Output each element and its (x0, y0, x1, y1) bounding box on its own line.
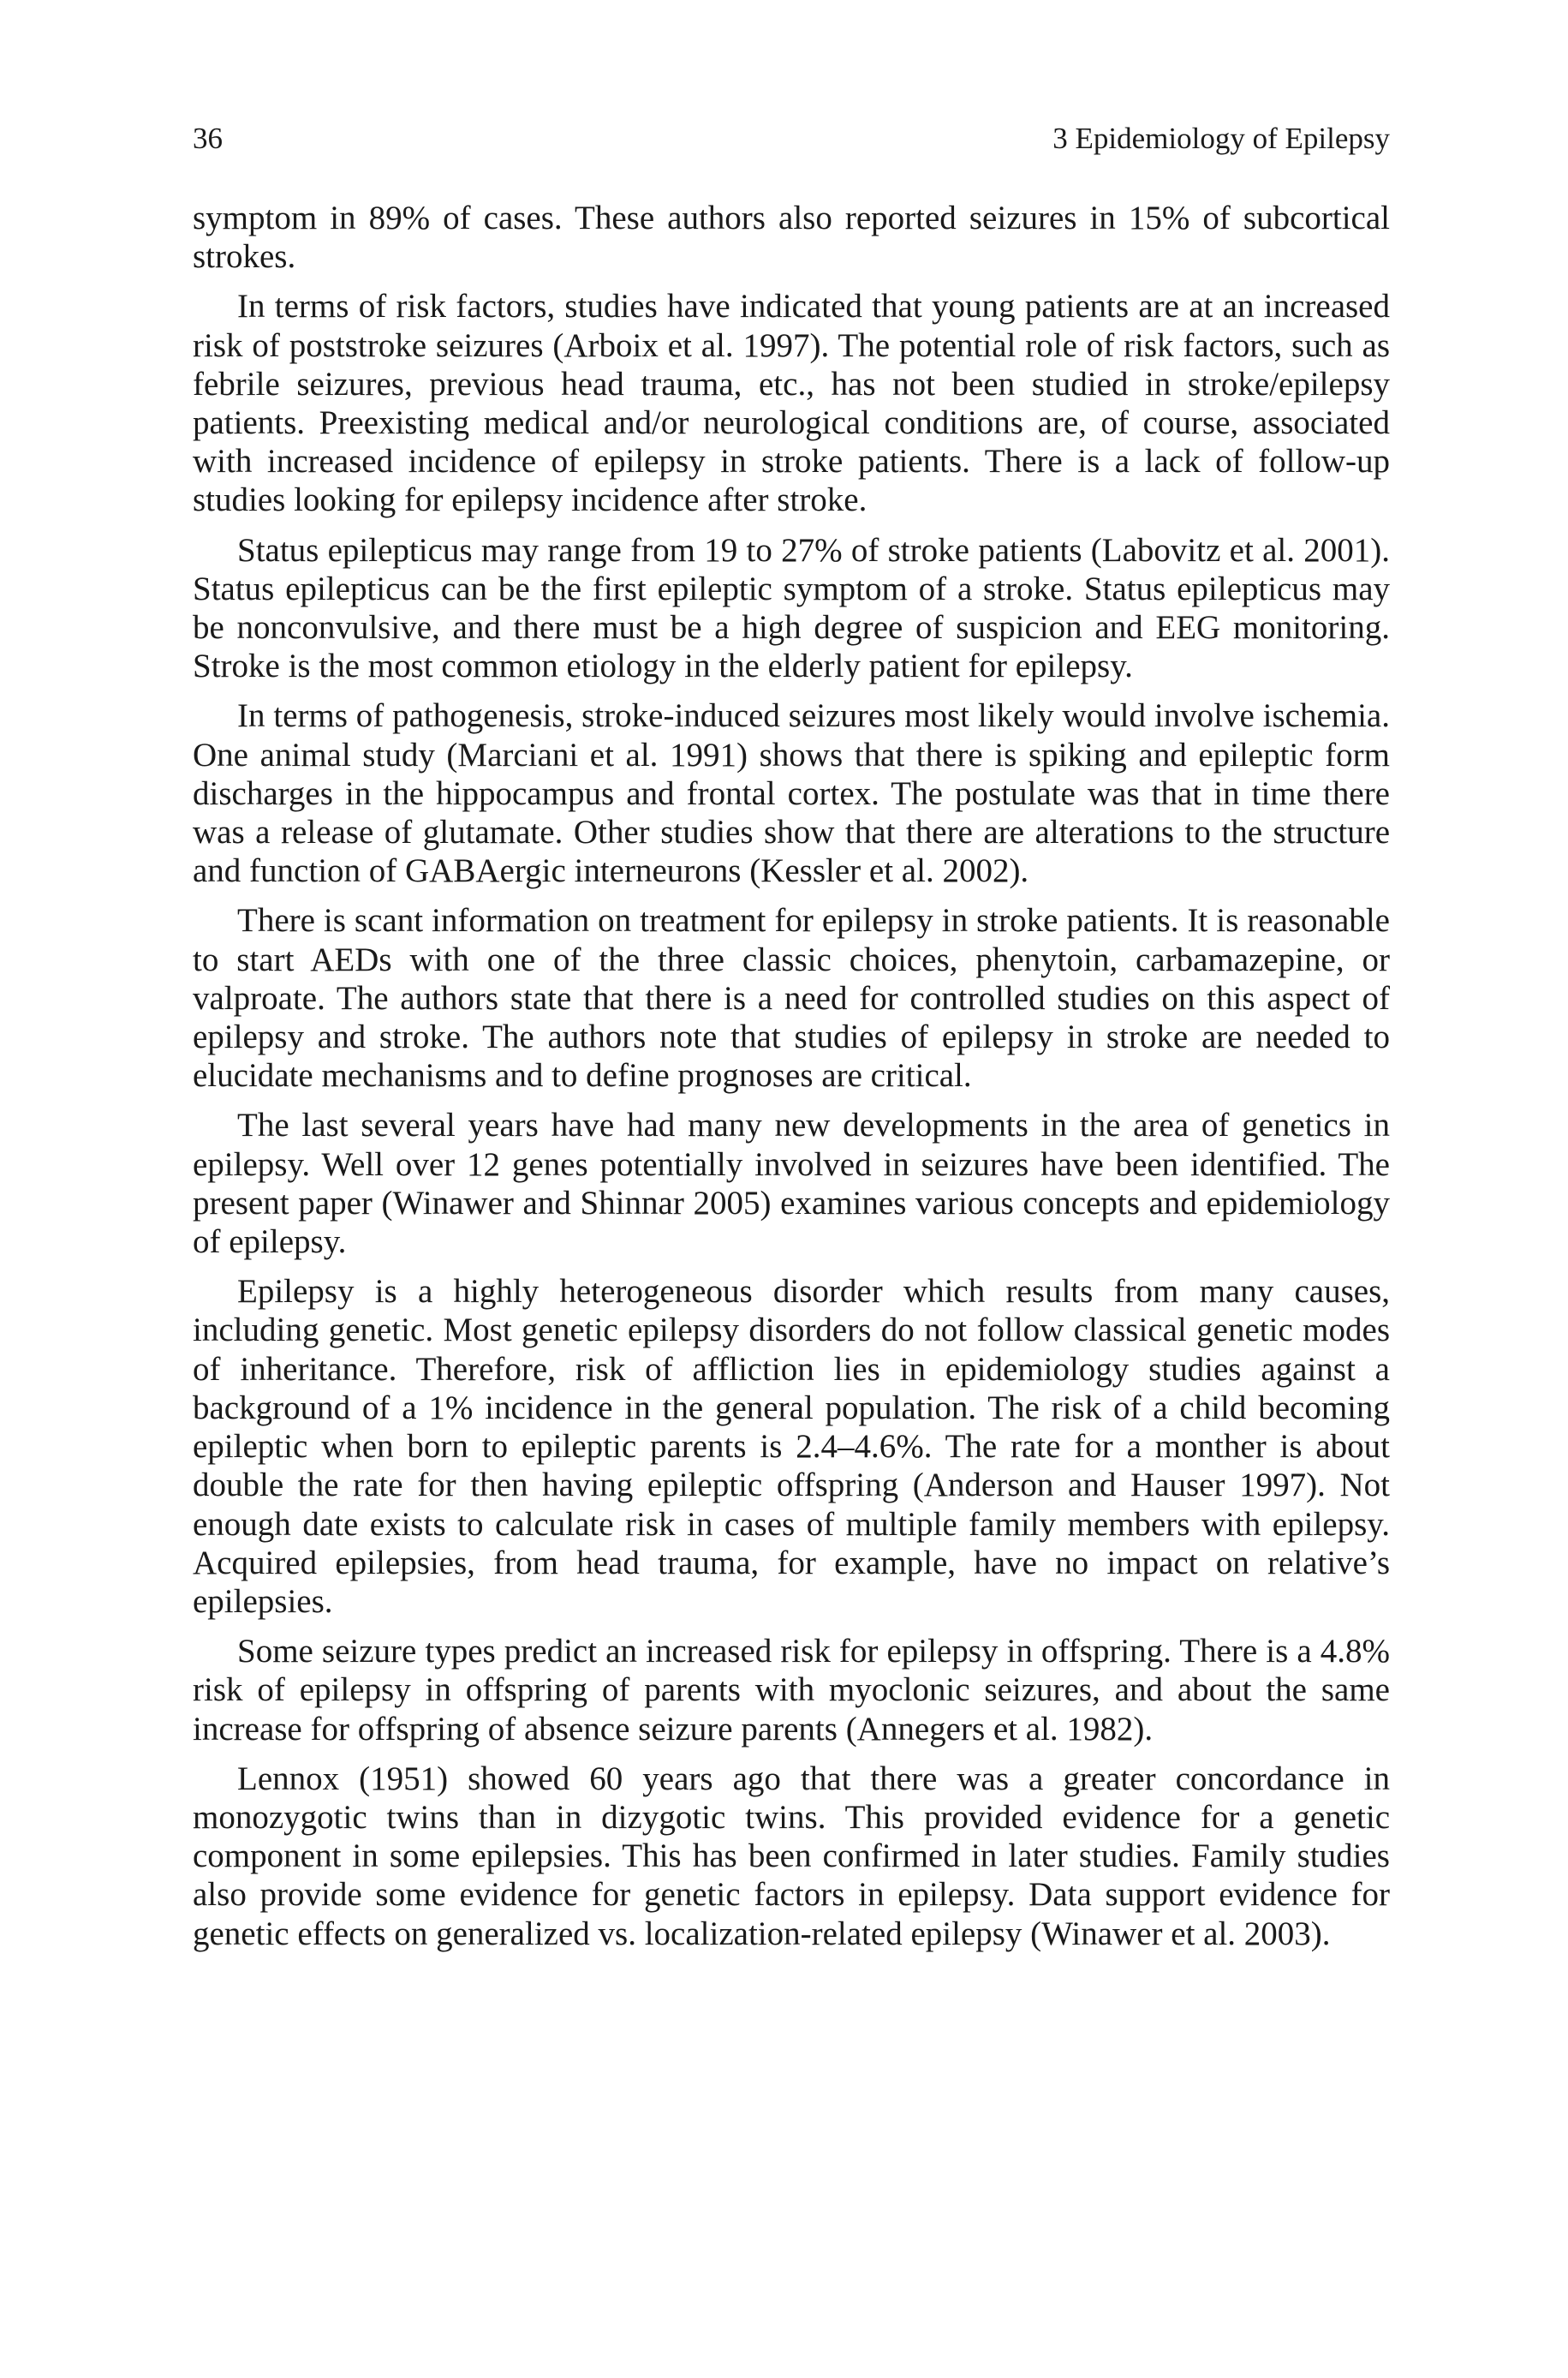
paragraph-continued: symptom in 89% of cases. These authors also reported seizures in 15% of subcortical strokes. (193, 200, 1390, 276)
paragraph-risk-factors: In terms of risk factors, studies have indicated that young patients are at an increased risk of poststroke seizures (Arboix et al. 1997). The potential role of risk factors, such as febrile seizures, previous head trauma, etc., has not been studied in stroke/epilepsy patients. Preexisting medical and/or neurological conditions are, of course, associated with increased incidence of epilepsy in stroke patients. There is a lack of follow-up studies looking for epilepsy incidence after stroke. (193, 288, 1390, 519)
paragraph-heterogeneous-disorder: Epilepsy is a highly heterogeneous disorder which results from many causes, including genetic. Most genetic epilepsy disorders do not follow classical genetic modes of inheritance. Therefore, risk of affliction lies in epidemiology studies against a background of a 1% incidence in the general population. The risk of a child becoming epileptic when born to epileptic parents is 2.4–4.6%. The rate for a monther is about double the rate for then having epileptic offspring (Anderson and Hauser 1997). Not enough date exists to calculate risk in cases of multiple family members with epilepsy. Acquired epilepsies, from head trauma, for example, have no impact on relative’s epilepsies. (193, 1273, 1390, 1620)
paragraph-status-epilepticus: Status epilepticus may range from 19 to 27% of stroke patients (Labovitz et al. 2001). Status epilepticus can be the first epileptic symptom of a stroke. Status epilepticus may be nonconvulsive, and there must be a high degree of suspicion and EEG monitoring. Stroke is the most common etiology in the elderly patient for epilepsy. (193, 531, 1390, 685)
running-head (193, 118, 1390, 159)
paragraph-pathogenesis: In terms of pathogenesis, stroke-induced seizures most likely would involve ischemia. One animal study (Marciani et al. 1991) shows that there is spiking and epileptic form discharges in the hippocampus and frontal cortex. The postulate was that in time there was a release of glutamate. Other studies show that there are alterations to the structure and function of GABAergic interneurons (Kessler et al. 2002). (193, 697, 1390, 890)
chapter-title: 3 Epidemiology of Epilepsy (1052, 122, 1390, 155)
page-number: 36 (193, 122, 223, 155)
paragraph-treatment: There is scant information on treatment for epilepsy in stroke patients. It is reasonable to start AEDs with one of the three classic choices, phenytoin, carbamazepine, or valproate. The authors state that there is a need for controlled studies on this aspect of epilepsy and stroke. The authors note that studies of epilepsy in stroke are needed to elucidate mechanisms and to define prognoses are critical. (193, 902, 1390, 1095)
paragraph-seizure-types: Some seizure types predict an increased risk for epilepsy in offspring. There is a 4.8% risk of epilepsy in offspring of parents with myoclonic seizures, and about the same increase for offspring of absence seizure parents (Annegers et al. 1982). (193, 1633, 1390, 1748)
paragraph-genetics-intro: The last several years have had many new developments in the area of genetics in epilepsy. Well over 12 genes potentially involved in seizures have been identified. The present paper (Winawer and Shinnar 2005) examines various concepts and epidemiology of epilepsy. (193, 1107, 1390, 1261)
book-page (193, 118, 1390, 1964)
body-text (193, 199, 1390, 1953)
paragraph-twin-studies: Lennox (1951) showed 60 years ago that there was a greater concordance in monozygotic twins than in dizygotic twins. This provided evidence for a genetic component in some epilepsies. This has been confirmed in later studies. Family studies also provide some evidence for genetic factors in epilepsy. Data support evidence for genetic effects on generalized vs. localization-related epilepsy (Winawer et al. 2003). (193, 1760, 1390, 1952)
